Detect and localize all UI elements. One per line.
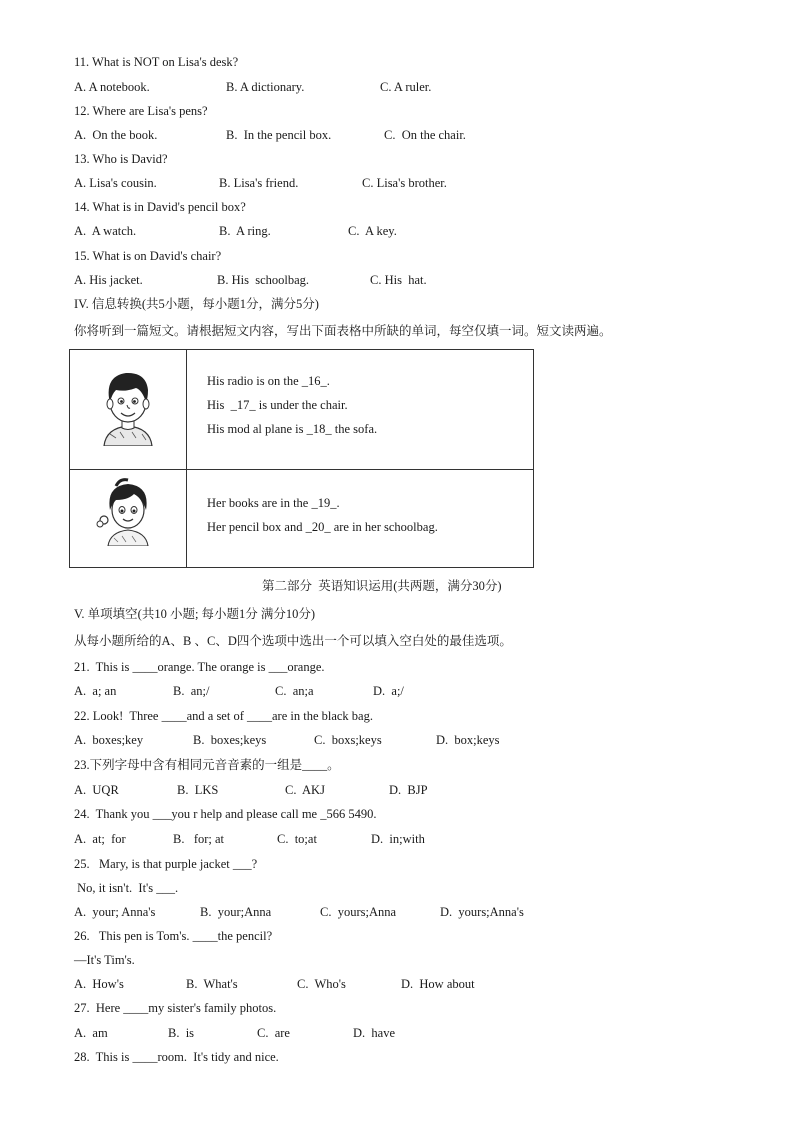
q25-option-b: B. your;Anna <box>200 905 272 919</box>
q15-option-a: A. His jacket. <box>74 273 143 287</box>
q14-option-a: A. A watch. <box>74 224 137 238</box>
q27-option-d: D. have <box>353 1026 395 1040</box>
q14-option-b: B. A ring. <box>219 224 271 238</box>
table-column-divider <box>186 350 187 567</box>
q22-option-a: A. boxes;key <box>74 733 144 747</box>
q21-option-c: C. an;a <box>275 684 314 698</box>
q21-option-d: D. a;/ <box>373 684 404 698</box>
q27-option-a: A. am <box>74 1026 108 1040</box>
q11-option-b: B. A dictionary. <box>226 80 305 94</box>
part-2-title: 第二部分 英语知识运用(共两题，满分30分) <box>262 579 502 593</box>
q26-option-b: B. What's <box>186 977 238 991</box>
girl-portrait-icon <box>94 476 162 546</box>
q21-option-b: B. an;/ <box>173 684 210 698</box>
section-5-title: V. 单项填空(共10 小题; 每小题1分 满分10分) <box>74 607 316 621</box>
q24-option-c: C. to;at <box>277 832 317 846</box>
q24-option-a: A. at; for <box>74 832 126 846</box>
section-5-instruction: 从每小题所给的A、B 、C、D四个选项中选出一个可以填入空白处的最佳选项。 <box>74 634 512 648</box>
q26-option-a: A. How's <box>74 977 124 991</box>
question-13: 13. Who is David? <box>74 152 168 166</box>
q24-option-d: D. in;with <box>371 832 425 846</box>
question-27: 27. Here ____my sister's family photos. <box>74 1001 277 1015</box>
section-4-instruction: 你将听到一篇短文。请根据短文内容，写出下面表格中所缺的单词，每空仅填一词。短文读两遍。 <box>74 324 612 338</box>
question-24: 24. Thank you ___you r help and please call me _566 5490. <box>74 807 377 821</box>
q26-option-d: D. How about <box>401 977 475 991</box>
boy-line-17: His _17_ is under the chair. <box>207 398 348 412</box>
q26-option-c: C. Who's <box>297 977 346 991</box>
q23-option-c: C. AKJ <box>285 783 325 797</box>
q27-option-c: C. are <box>257 1026 290 1040</box>
question-25: 25. Mary, is that purple jacket ___? <box>74 857 258 871</box>
q27-option-b: B. is <box>168 1026 195 1040</box>
q25-option-a: A. your; Anna's <box>74 905 156 919</box>
girl-line-19: Her books are in the _19_. <box>207 496 340 510</box>
q15-option-b: B. His schoolbag. <box>217 273 310 287</box>
q21-option-a: A. a; an <box>74 684 117 698</box>
boy-portrait-icon <box>96 368 160 446</box>
q25-option-c: C. yours;Anna <box>320 905 397 919</box>
question-23: 23.下列字母中含有相同元音音素的一组是____。 <box>74 758 340 772</box>
boy-line-16: His radio is on the _16_. <box>207 374 330 388</box>
q13-option-b: B. Lisa's friend. <box>219 176 299 190</box>
question-11: 11. What is NOT on Lisa's desk? <box>74 55 239 69</box>
table-row-divider <box>70 469 533 470</box>
question-26: 26. This pen is Tom's. ____the pencil? <box>74 929 273 943</box>
q22-option-b: B. boxes;keys <box>193 733 267 747</box>
question-15: 15. What is on David's chair? <box>74 249 222 263</box>
q11-option-c: C. A ruler. <box>380 80 432 94</box>
q12-option-a: A. On the book. <box>74 128 158 142</box>
q26-answer-line: —It's Tim's. <box>74 953 135 967</box>
girl-line-20: Her pencil box and _20_ are in her schoolbag. <box>207 520 438 534</box>
q24-option-b: B. for; at <box>173 832 225 846</box>
q22-option-d: D. box;keys <box>436 733 500 747</box>
q11-option-a: A. A notebook. <box>74 80 150 94</box>
question-14: 14. What is in David's pencil box? <box>74 200 246 214</box>
q13-option-c: C. Lisa's brother. <box>362 176 447 190</box>
q23-option-b: B. LKS <box>177 783 219 797</box>
q25-answer-line: No, it isn't. It's ___. <box>74 881 179 895</box>
q12-option-b: B. In the pencil box. <box>226 128 332 142</box>
q23-option-d: D. BJP <box>389 783 428 797</box>
question-22: 22. Look! Three ____and a set of ____are in the black bag. <box>74 709 373 723</box>
q23-option-a: A. UQR <box>74 783 119 797</box>
question-12: 12. Where are Lisa's pens? <box>74 104 208 118</box>
info-table <box>69 349 534 568</box>
q12-option-c: C. On the chair. <box>384 128 466 142</box>
q14-option-c: C. A key. <box>348 224 397 238</box>
question-28: 28. This is ____room. It's tidy and nice. <box>74 1050 279 1064</box>
q25-option-d: D. yours;Anna's <box>440 905 524 919</box>
q13-option-a: A. Lisa's cousin. <box>74 176 157 190</box>
boy-line-18: His mod al plane is _18_ the sofa. <box>207 422 378 436</box>
q15-option-c: C. His hat. <box>370 273 427 287</box>
q22-option-c: C. boxs;keys <box>314 733 382 747</box>
section-4-title: IV. 信息转换(共5小题，每小题1分，满分5分) <box>74 297 319 311</box>
question-21: 21. This is ____orange. The orange is ___orange. <box>74 660 325 674</box>
